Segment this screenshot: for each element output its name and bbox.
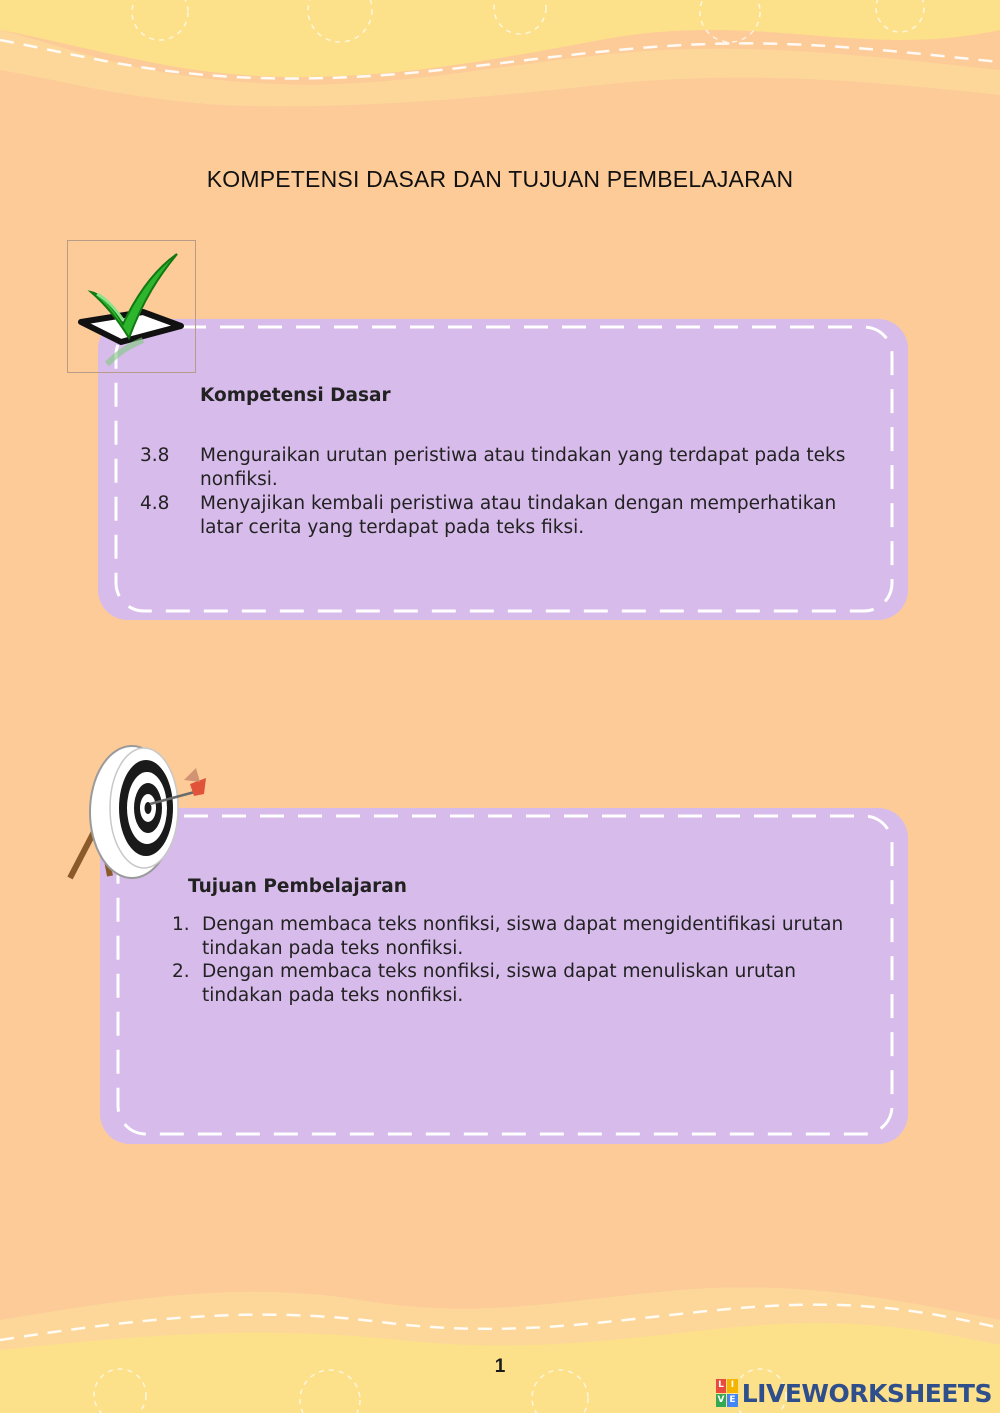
- tujuan-heading: Tujuan Pembelajaran: [188, 876, 407, 897]
- checkmark-checkbox-icon: [67, 240, 196, 373]
- kompetensi-item-number: 4.8: [140, 493, 170, 514]
- kompetensi-item: [140, 492, 880, 540]
- kompetensi-item-text-line1: Menguraikan urutan peristiwa atau tindakan yang terdapat pada teks: [200, 445, 846, 466]
- brand-name: LIVEWORKSHEETS: [741, 1378, 992, 1408]
- kompetensi-heading: Kompetensi Dasar: [200, 385, 391, 406]
- logo-letter: I: [727, 1379, 738, 1393]
- tujuan-item-number: 2.: [172, 961, 190, 982]
- liveworksheets-brand: [716, 1376, 992, 1410]
- tujuan-item-text-line2: tindakan pada teks nonfiksi.: [202, 985, 464, 1006]
- kompetensi-item-text-line2: latar cerita yang terdapat pada teks fiksi.: [200, 517, 585, 538]
- logo-letter: E: [727, 1394, 738, 1408]
- page-title: KOMPETENSI DASAR DAN TUJUAN PEMBELAJARAN: [206, 166, 794, 192]
- liveworksheets-logo-icon: [716, 1379, 738, 1407]
- tujuan-item-text-line2: tindakan pada teks nonfiksi.: [202, 938, 464, 959]
- kompetensi-item-text-line2: nonfiksi.: [200, 469, 278, 490]
- tujuan-item-number: 1.: [172, 914, 190, 935]
- kompetensi-item-number: 3.8: [140, 445, 170, 466]
- logo-letter: L: [716, 1379, 727, 1393]
- tujuan-item: [172, 960, 882, 1008]
- tujuan-item-text-line1: Dengan membaca teks nonfiksi, siswa dapat menuliskan urutan: [202, 961, 797, 982]
- kompetensi-item: [140, 444, 880, 492]
- page-number: 1: [494, 1356, 506, 1377]
- logo-letter: V: [716, 1394, 727, 1408]
- tujuan-item: [172, 913, 882, 961]
- target-arrow-icon: [66, 738, 214, 886]
- kompetensi-item-text-line1: Menyajikan kembali peristiwa atau tindakan dengan memperhatikan: [200, 493, 837, 514]
- tujuan-item-text-line1: Dengan membaca teks nonfiksi, siswa dapat mengidentifikasi urutan: [202, 914, 844, 935]
